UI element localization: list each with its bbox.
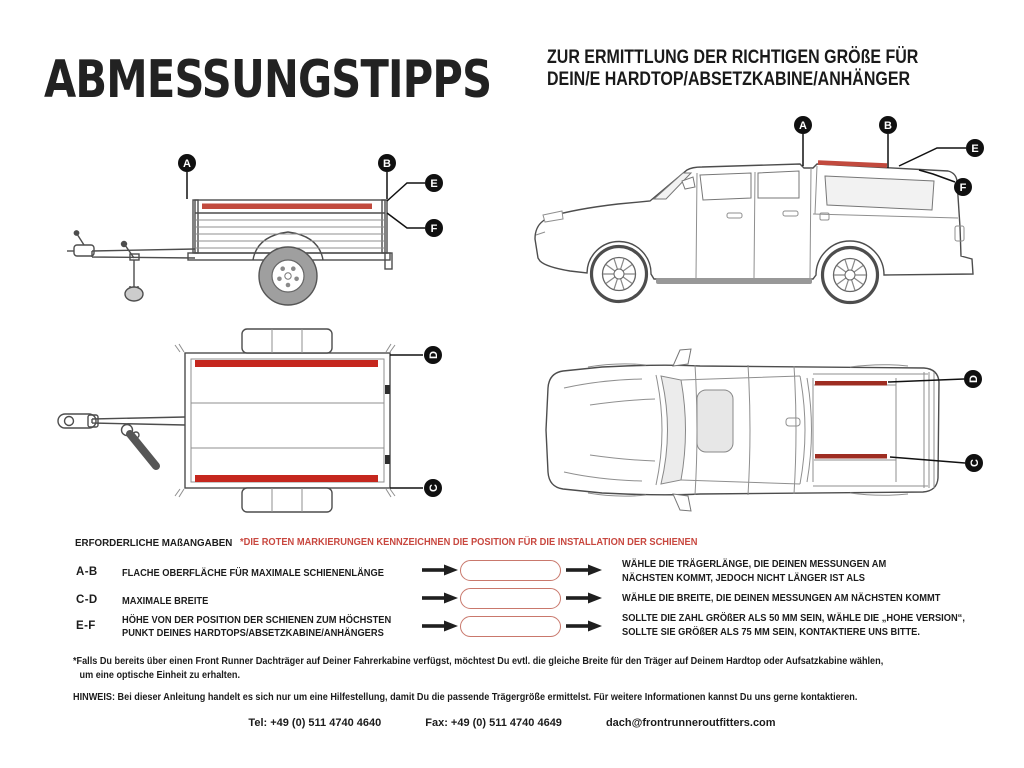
truck-windows — [654, 171, 934, 210]
asterisk-footnote: *Falls Du bereits über einen Front Runner Dachträger auf Deiner Fahrerkabine verfügst, möchtest Du evtl. die gleiche Breite für den Träger auf Deinem Hardtop oder Aufsatzkabine wählen, um eine optische Einheit zu erhalten. — [73, 656, 884, 681]
row-key-ab: A-B — [76, 566, 98, 578]
contact-email: dach@frontrunneroutfitters.com — [605, 717, 776, 729]
sunroof — [697, 390, 733, 452]
hinweis-footnote: HINWEIS: Bei dieser Anleitung handelt es sich nur um eine Hilfestellung, damit Du die passende Trägergröße ermittelst. Für weitere Informationen kannst Du uns gerne kontaktieren. — [73, 692, 858, 703]
left-mirror — [673, 349, 691, 366]
rail-position-marking — [195, 360, 378, 367]
subtitle-line-2: DEIN/E HARDTOP/ABSETZKABINE/ANHÄNGER — [547, 67, 911, 90]
measurement-blank-ef — [460, 616, 561, 637]
row-desc-ab: FLACHE OBERFLÄCHE FÜR MAXIMALE SCHIENENLÄNGE — [122, 568, 384, 579]
row-desc-ef: HÖHE VON DER POSITION DER SCHIENEN ZUM HÖCHSTEN PUNKT DEINES HARDTOPS/ABSETZKABINE/ANHÄNGERS — [122, 615, 392, 639]
row-result-cd: WÄHLE DIE BREITE, DIE DEINEN MESSUNGEN AM NÄCHSTEN KOMMT — [622, 593, 941, 604]
leader-lines — [803, 134, 966, 182]
svg-text:E: E — [971, 143, 979, 155]
row-result-ef: SOLLTE DIE ZAHL GRÖßER ALS 50 MM SEIN, WÄHLE DIE „HOHE VERSION“, SOLLTE SIE GRÖßER ALS 75 MM SEIN, KONTAKTIERE UNS BITTE. — [622, 613, 965, 638]
right-mirror — [673, 494, 691, 511]
hinge-mark — [385, 455, 390, 464]
svg-text:C: C — [428, 484, 440, 492]
svg-text:A: A — [799, 120, 807, 132]
rail-position-marking — [202, 204, 372, 210]
marker-b — [378, 154, 396, 172]
arrow-right-icon — [566, 564, 602, 576]
svg-text:D: D — [428, 351, 440, 359]
marker-a — [794, 116, 812, 134]
trailer-top-drawing — [58, 329, 390, 512]
marker-e — [966, 139, 984, 157]
truck-front-wheel — [592, 247, 647, 302]
svg-text:C: C — [969, 459, 981, 467]
trailer-side-view-diagram — [30, 118, 500, 318]
arrow-right-icon — [422, 592, 458, 604]
measurement-blank-ab — [460, 560, 561, 581]
row-key-cd: C-D — [76, 594, 98, 606]
svg-text:B: B — [884, 120, 892, 132]
marker-b — [879, 116, 897, 134]
svg-text:E: E — [430, 178, 438, 190]
svg-text:A: A — [183, 158, 191, 170]
svg-text:F: F — [959, 182, 967, 194]
leader-lines — [888, 379, 965, 463]
running-board — [656, 278, 812, 284]
row-key-ef: E-F — [76, 620, 96, 632]
trailer-side-drawing — [67, 200, 392, 301]
rail-position-marking — [195, 475, 378, 482]
rail-position-marking — [815, 381, 887, 386]
truck-side-view-diagram — [530, 108, 1000, 313]
trailer-slats — [196, 220, 384, 248]
hinge-mark — [385, 385, 390, 394]
arrow-right-icon — [422, 564, 458, 576]
contact-tel: Tel: +49 (0) 511 4740 4640 — [248, 717, 382, 729]
windshield — [661, 376, 686, 484]
marker-f — [954, 178, 972, 196]
svg-text:D: D — [968, 375, 980, 383]
leader-lines — [390, 355, 423, 488]
marker-e — [425, 174, 443, 192]
marker-f — [425, 219, 443, 237]
subtitle-line-1: ZUR ERMITTLUNG DER RICHTIGEN GRÖßE FÜR — [547, 46, 919, 68]
row-result-ab: WÄHLE DIE TRÄGERLÄNGE, DIE DEINEN MESSUNGEN AM NÄCHSTEN KOMMT, JEDOCH NICHT LÄNGER IST ALS — [622, 559, 887, 584]
measurement-blank-cd — [460, 588, 561, 609]
truck-rear-wheel — [823, 248, 878, 303]
arrow-right-icon — [566, 592, 602, 604]
contact-bar — [0, 717, 1024, 729]
page-subtitle — [547, 47, 918, 90]
marker-c — [965, 454, 983, 472]
svg-text:F: F — [430, 223, 438, 235]
measurements-heading: ERFORDERLICHE MAßANGABEN — [75, 537, 233, 549]
trailer-top-details — [175, 329, 395, 512]
rail-position-marking — [815, 454, 887, 459]
arrow-right-icon — [422, 620, 458, 632]
trailer-wheel — [259, 247, 317, 305]
marker-d — [964, 370, 982, 388]
trailer-top-view-diagram — [30, 325, 510, 530]
jockey-crank-handle — [130, 434, 156, 466]
marker-c — [424, 479, 442, 497]
red-markings-note: *DIE ROTEN MARKIERUNGEN KENNZEICHNEN DIE POSITION FÜR DIE INSTALLATION DER SCHIENEN — [240, 537, 698, 548]
truck-top-view-diagram — [530, 330, 1000, 530]
svg-text:B: B — [383, 158, 391, 170]
marker-d — [424, 346, 442, 364]
rail-position-marking — [818, 163, 887, 166]
arrow-right-icon — [566, 620, 602, 632]
marker-a — [178, 154, 196, 172]
contact-fax: Fax: +49 (0) 511 4740 4649 — [425, 717, 562, 729]
page-title: ABMESSUNGSTIPPS — [44, 50, 492, 110]
row-desc-cd: MAXIMALE BREITE — [122, 596, 209, 607]
